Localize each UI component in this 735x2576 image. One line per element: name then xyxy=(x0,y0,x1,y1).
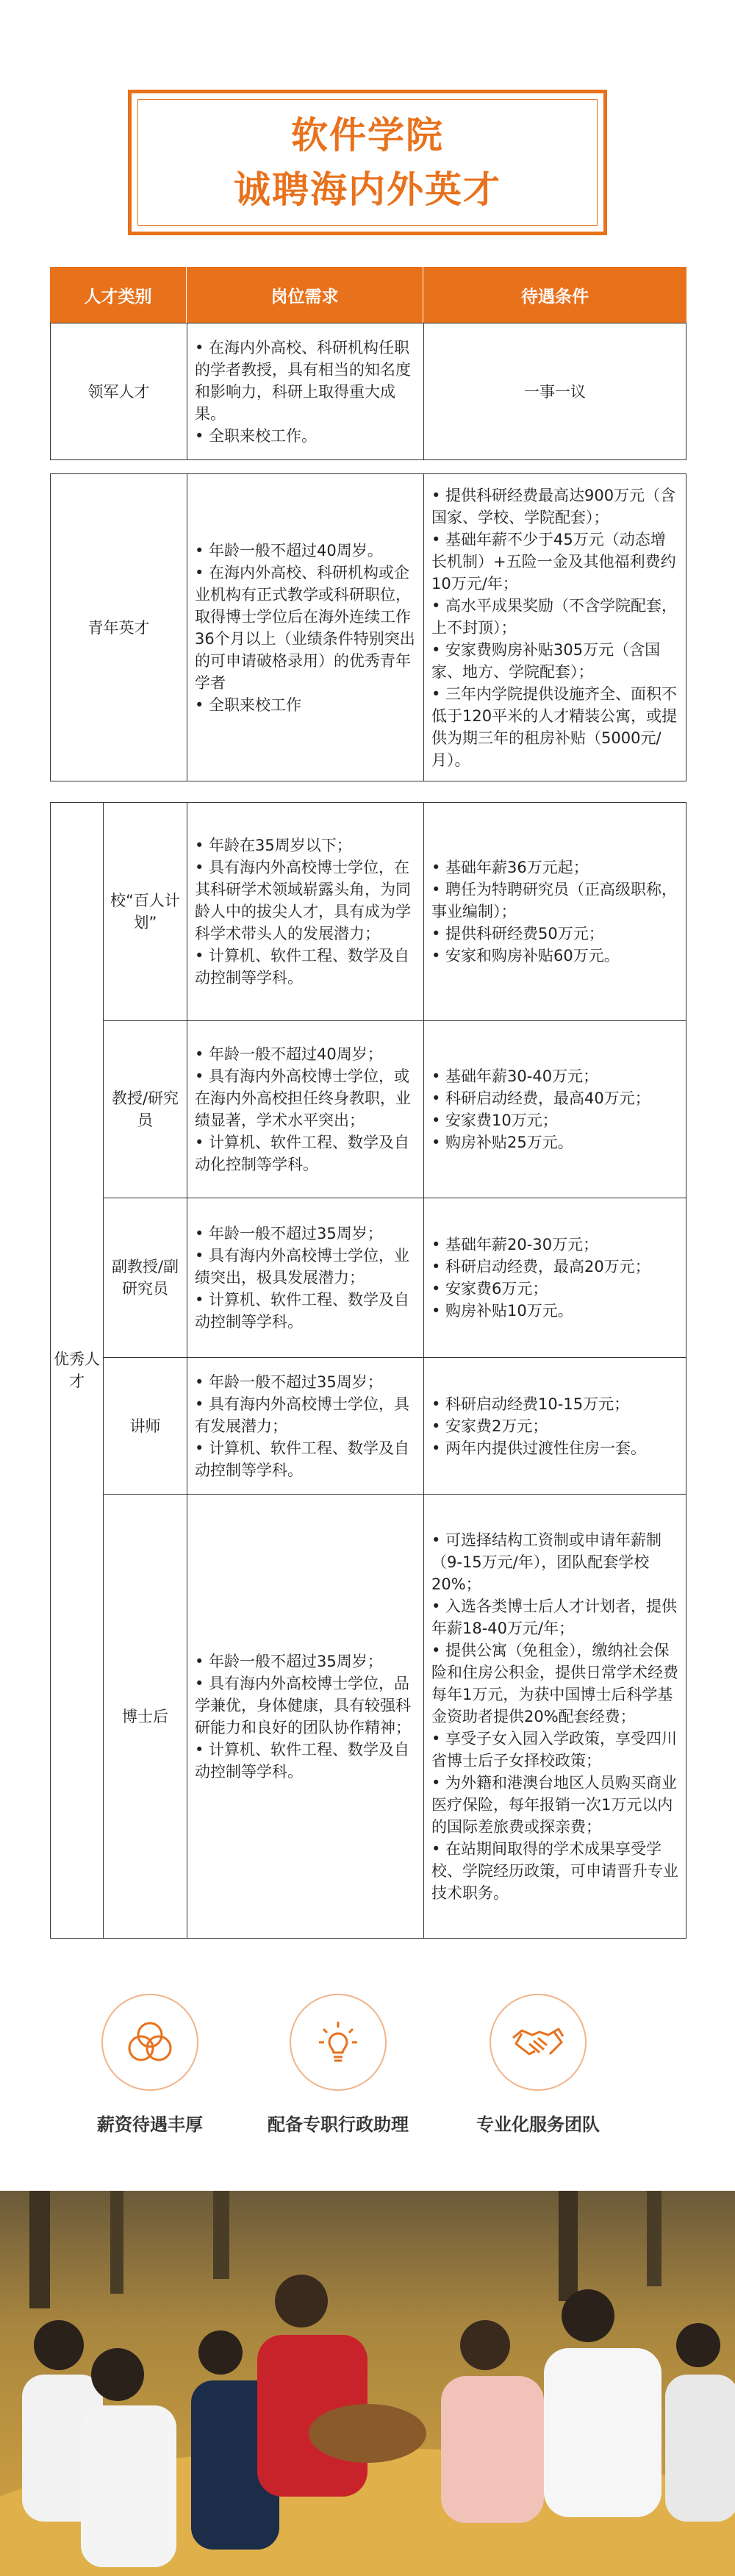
leader-benefits: 一事一议 xyxy=(524,382,586,401)
req-line: • 具有海内外高校博士学位，在其科研学术领域崭露头角，为同龄人中的拔尖人才，具有成为学科学术带头人的发展潜力； xyxy=(195,859,411,942)
req-line: • 计算机、软件工程、数学及自动化控制等学科。 xyxy=(195,1134,410,1173)
ben-line: • 购房补贴10万元。 xyxy=(431,1302,573,1320)
row-ben-baren xyxy=(424,803,686,1020)
ben-line: • 科研启动经费，最高40万元； xyxy=(431,1090,650,1107)
ben-line: • 在站期间取得的学术成果享受学校、学院经历政策，可申请晋升专业技术职务。 xyxy=(431,1839,678,1902)
ben-line: • 科研启动经费，最高20万元； xyxy=(431,1258,650,1276)
row-ben-lecturer xyxy=(424,1358,686,1494)
row-sub-associate: 副教授/副研究员 xyxy=(104,1198,187,1357)
ben-line: • 提供科研经费50万元； xyxy=(431,925,604,942)
req-line: • 具有海内外高校博士学位，或在海内外高校担任终身教职，业绩显著，学术水平突出； xyxy=(195,1067,411,1129)
youth-req-3: • 全职来校工作 xyxy=(195,695,302,714)
leader-req-1: • 在海内外高校、科研机构任职的学者教授，具有相当的知名度和影响力，科研上取得重大成果。 xyxy=(195,338,411,423)
title-line-1: 软件学院 xyxy=(291,114,444,157)
lightbulb-icon xyxy=(290,1994,387,2091)
ben-line: • 两年内提供过渡性住房一套。 xyxy=(431,1439,647,1457)
excellent-block xyxy=(50,802,686,1939)
leader-block xyxy=(50,323,686,460)
team-photo xyxy=(0,2191,735,2576)
req-line: • 计算机、软件工程、数学及自动控制等学科。 xyxy=(195,1740,410,1781)
row-sub-baren: 校“百人计划” xyxy=(104,803,187,1020)
title-line-2: 诚聘海内外英才 xyxy=(234,168,501,211)
youth-category: 青年英才 xyxy=(51,474,187,781)
ben-line: • 安家和购房补贴60万元。 xyxy=(431,947,620,965)
row-sub-postdoc: 博士后 xyxy=(104,1495,187,1938)
ben-line: • 安家费10万元； xyxy=(431,1112,558,1129)
youth-requirements xyxy=(187,474,424,781)
header-requirements: 岗位需求 xyxy=(187,267,423,323)
ben-line: • 基础年薪30-40万元； xyxy=(431,1067,599,1085)
header-category: 人才类别 xyxy=(50,267,187,323)
youth-ben-2: • 基础年薪不少于45万元（动态增长机制）+五险一金及其他福利费约10万元/年； xyxy=(431,530,676,593)
row-req-baren xyxy=(187,803,424,1020)
feature-salary xyxy=(76,1994,223,2136)
youth-req-1: • 年龄一般不超过40周岁。 xyxy=(195,541,383,559)
feature-label: 专业化服务团队 xyxy=(476,2114,600,2135)
row-ben-professor xyxy=(424,1021,686,1198)
req-line: • 计算机、软件工程、数学及自动控制等学科。 xyxy=(195,947,410,987)
req-line: • 计算机、软件工程、数学及自动控制等学科。 xyxy=(195,1291,410,1331)
table-header xyxy=(50,267,686,323)
ben-line: • 为外籍和港澳台地区人员购买商业医疗保险，每年报销一次1万元以内的国际差旅费或探亲费； xyxy=(431,1773,678,1836)
ben-line: • 聘任为特聘研究员（正高级职称，事业编制）； xyxy=(431,881,678,920)
row-ben-associate xyxy=(424,1198,686,1357)
req-line: • 具有海内外高校博士学位，品学兼优，身体健康，具有较强科研能力和良好的团队协作精神； xyxy=(195,1674,411,1736)
req-line: • 计算机、软件工程、数学及自动控制等学科。 xyxy=(195,1439,410,1479)
req-line: • 年龄一般不超过35周岁； xyxy=(195,1652,383,1670)
row-req-associate xyxy=(187,1198,424,1357)
req-line: • 具有海内外高校博士学位，业绩突出，极具发展潜力； xyxy=(195,1247,410,1287)
handshake-icon xyxy=(490,1994,587,2091)
leader-req-2: • 全职来校工作。 xyxy=(195,426,318,445)
youth-ben-5: • 三年内学院提供设施齐全、面积不低于120平米的人才精装公寓，或提供为期三年的租房补贴（5000元/月）。 xyxy=(431,684,678,769)
row-sub-professor: 教授/研究员 xyxy=(104,1021,187,1198)
req-line: • 年龄一般不超过35周岁； xyxy=(195,1225,383,1242)
ben-line: • 可选择结构工资制或申请年薪制（9-15万元/年），团队配套学校20%； xyxy=(431,1531,662,1593)
req-line: • 年龄一般不超过40周岁； xyxy=(195,1045,383,1063)
req-line: • 具有海内外高校博士学位，具有发展潜力； xyxy=(195,1395,410,1435)
row-req-lecturer xyxy=(187,1358,424,1494)
leader-category: 领军人才 xyxy=(51,323,187,459)
youth-req-2: • 在海内外高校、科研机构或企业机构有正式教学或科研职位，取得博士学位后在海外连续工作36个月以上（业绩条件特别突出的可申请破格录用）的优秀青年学者 xyxy=(195,563,415,692)
feature-label: 配备专职行政助理 xyxy=(268,2114,409,2135)
youth-ben-4: • 安家费购房补贴305万元（含国家、地方、学院配套）； xyxy=(431,640,661,681)
leader-requirements xyxy=(187,323,424,459)
ben-line: • 入选各类博士后人才计划者，提供年薪18-40万元/年； xyxy=(431,1597,678,1637)
youth-ben-1: • 提供科研经费最高达900万元（含国家、学校、学院配套）； xyxy=(431,486,676,526)
ben-line: • 基础年薪20-30万元； xyxy=(431,1236,599,1253)
row-ben-postdoc xyxy=(424,1495,686,1938)
excellent-category: 优秀人才 xyxy=(51,803,104,1938)
ben-line: • 购房补贴25万元。 xyxy=(431,1134,573,1151)
coins-icon xyxy=(101,1994,198,2091)
youth-block xyxy=(50,473,686,781)
row-req-professor xyxy=(187,1021,424,1198)
req-line: • 年龄一般不超过35周岁； xyxy=(195,1373,383,1391)
ben-line: • 安家费6万元； xyxy=(431,1280,548,1298)
feature-service xyxy=(465,1994,612,2136)
ben-line: • 提供公寓（免租金），缴纳社会保险和住房公积金，提供日常学术经费每年1万元，为获中国博士后科学基金资助者提供20%配套经费； xyxy=(431,1641,678,1725)
ben-line: • 基础年薪36万元起； xyxy=(431,859,589,876)
title-box xyxy=(128,90,607,235)
row-req-postdoc xyxy=(187,1495,424,1938)
req-line: • 年龄在35周岁以下； xyxy=(195,837,352,854)
youth-benefits xyxy=(424,474,686,781)
feature-label: 薪资待遇丰厚 xyxy=(97,2114,203,2135)
row-sub-lecturer: 讲师 xyxy=(104,1358,187,1494)
feature-assistant xyxy=(265,1994,412,2136)
ben-line: • 科研启动经费10-15万元； xyxy=(431,1395,630,1413)
header-benefits: 待遇条件 xyxy=(521,287,589,307)
ben-line: • 享受子女入园入学政策，享受四川省博士后子女择校政策； xyxy=(431,1729,678,1770)
youth-ben-3: • 高水平成果奖励（不含学院配套，上不封顶）； xyxy=(431,596,678,637)
ben-line: • 安家费2万元； xyxy=(431,1417,548,1435)
